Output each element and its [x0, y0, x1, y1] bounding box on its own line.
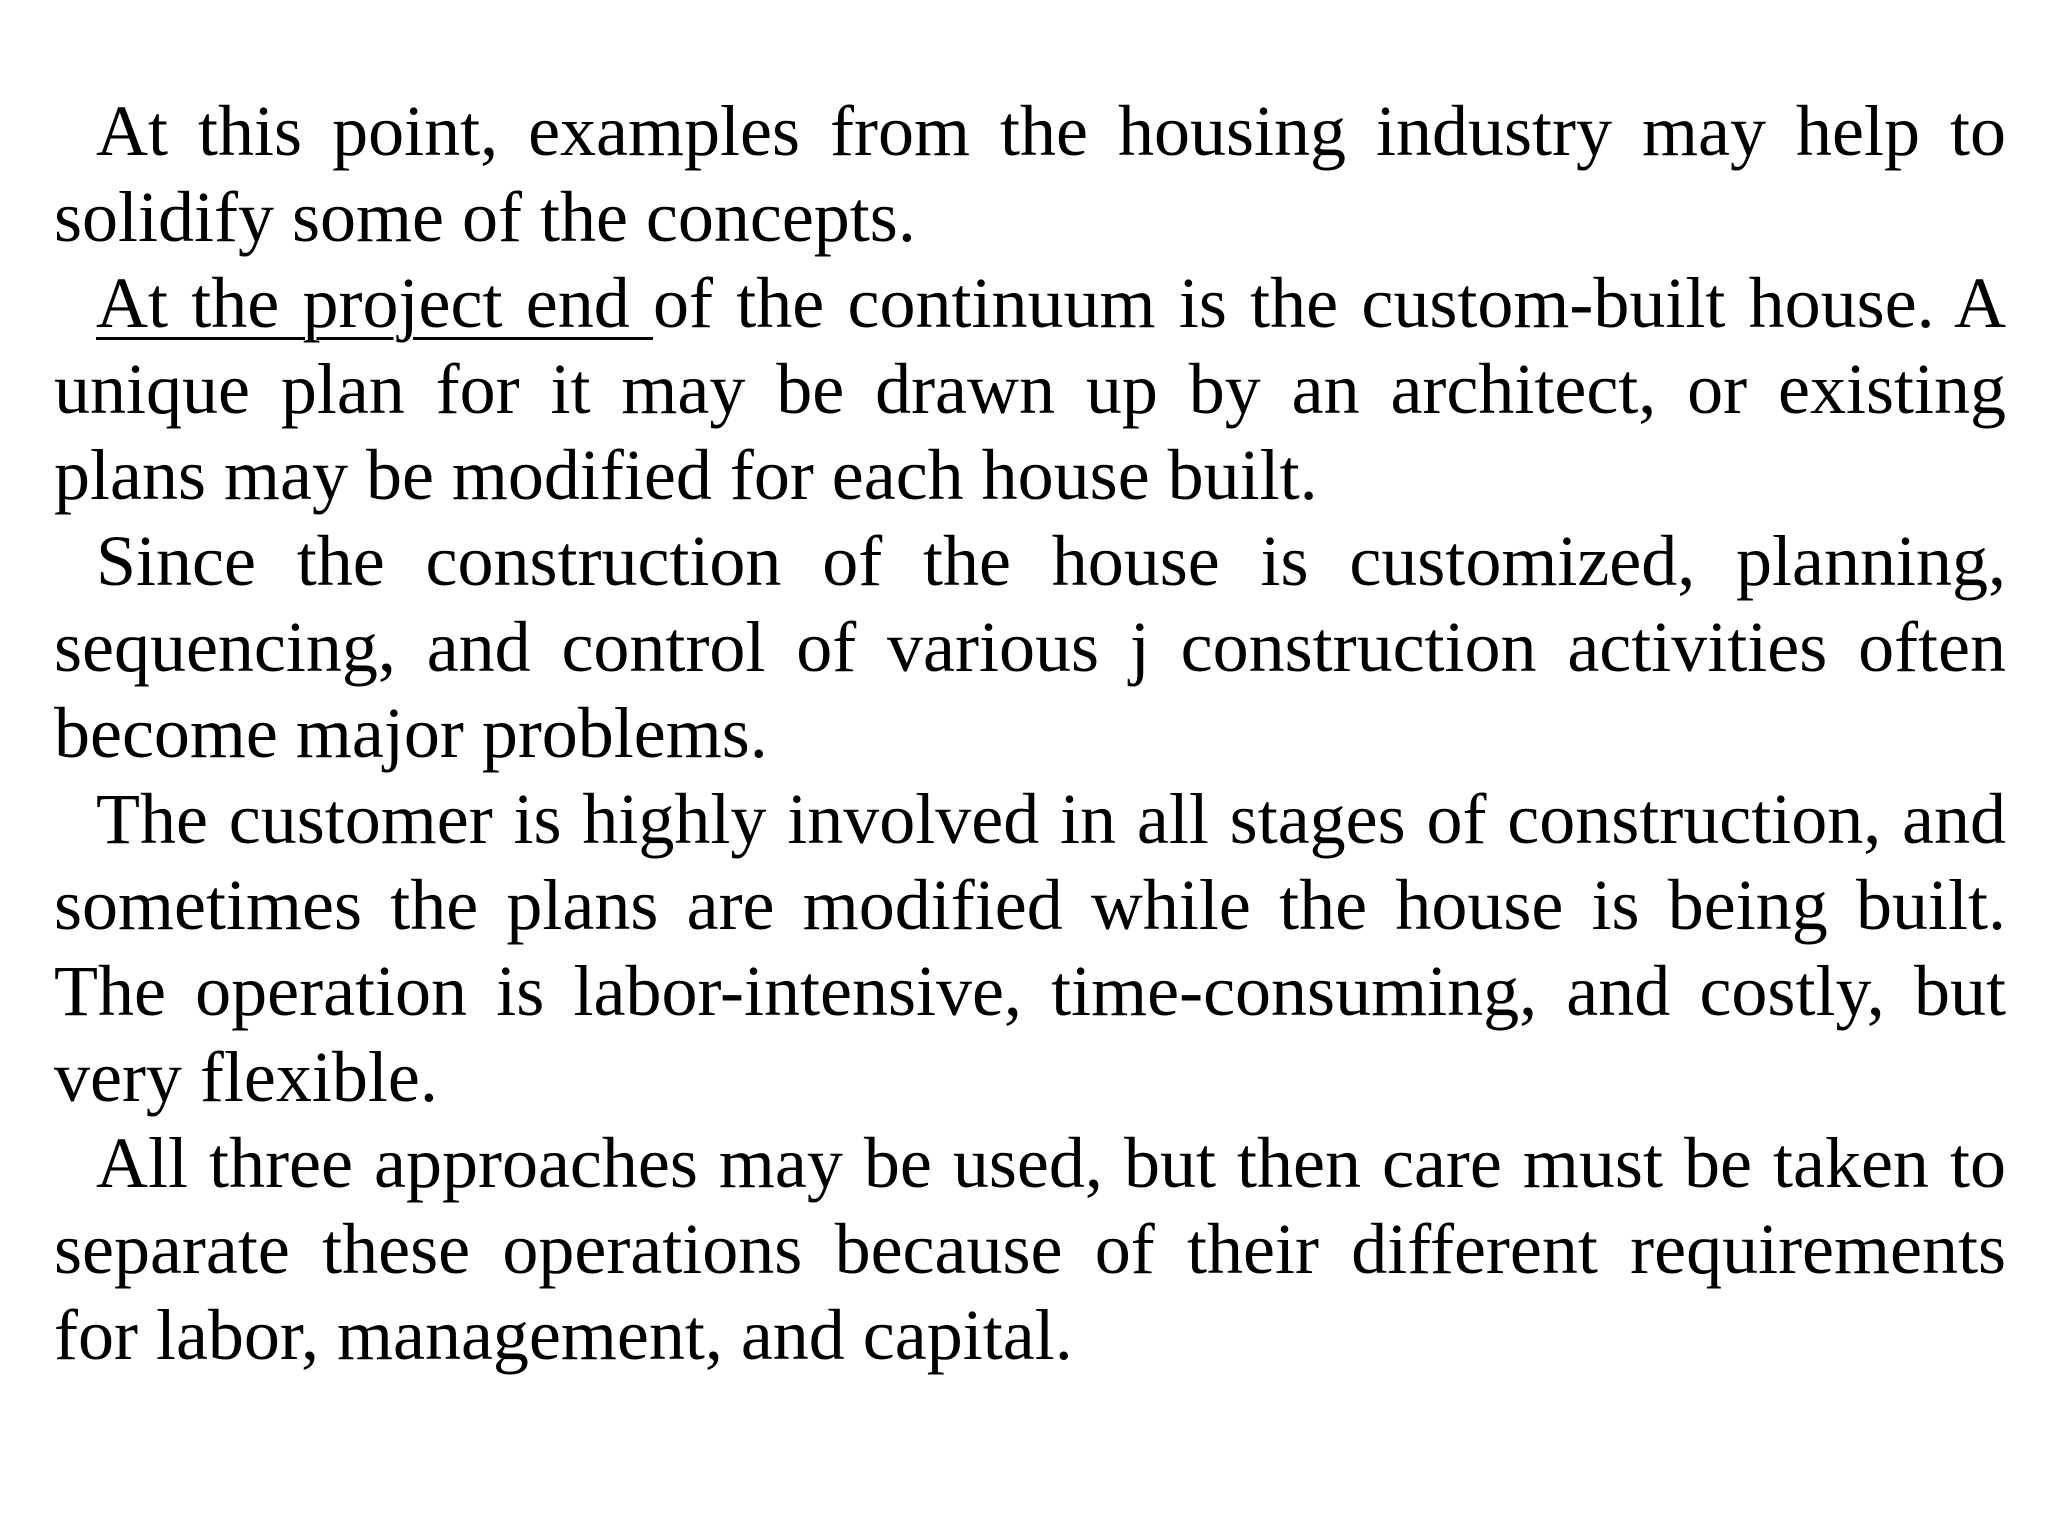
paragraph-customer-involvement: [54, 776, 2006, 1120]
paragraph-text: All three approaches may be used, but then care must be taken to separate these operations because of their different requirements for labor, management, and capital.: [54, 1123, 2006, 1375]
paragraph-project-end: [54, 260, 2006, 518]
paragraph-customized-construction: [54, 518, 2006, 776]
paragraph-three-approaches: [54, 1120, 2006, 1378]
paragraph-text: Since the construction of the house is customized, planning, sequencing, and control of various j construction activities often become major problems.: [54, 521, 2006, 773]
paragraph-text: The customer is highly involved in all stages of construction, and sometimes the plans are modified while the house is being built. The operation is labor-intensive, time-consuming, and costly, but very flexible.: [54, 779, 2006, 1117]
document-body: [54, 88, 2006, 1378]
paragraph-housing-examples: [54, 88, 2006, 260]
paragraph-text: At this point, examples from the housing industry may help to solidify some of the concepts.: [54, 91, 2006, 257]
paragraph-text: of the continuum is the custom-built house. A unique plan for it may be drawn up by an architect, or existing plans may be modified for each house built.: [54, 263, 2006, 515]
underlined-phrase: At the project end: [96, 263, 654, 343]
